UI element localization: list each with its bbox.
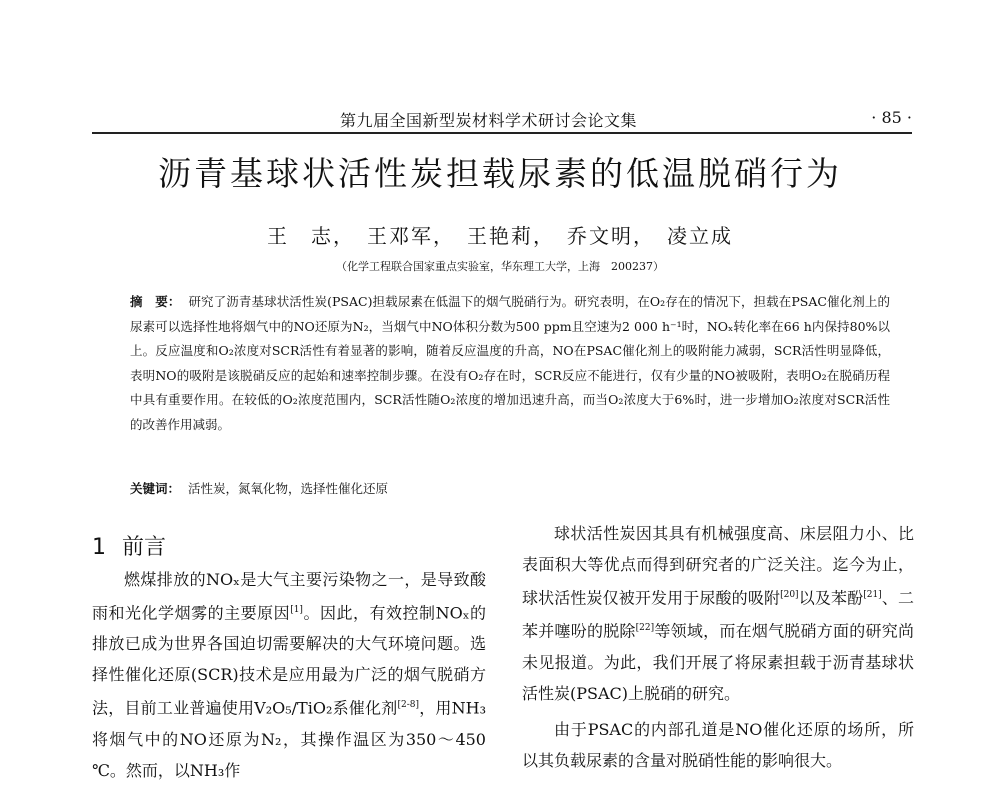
citation: [2-8] [397,700,419,711]
intro-paragraph [92,564,486,786]
body-text: 由于PSAC的内部孔道是NO催化还原的场所，所以其负载尿素的含量对脱硝性能的影响很大。 [522,719,914,770]
section-title: 前言 [122,535,167,560]
author-list: 王 志， 王邓军， 王艳莉， 乔文明， 凌立成 [267,224,733,248]
section-heading [92,530,166,561]
body-paragraph [522,518,914,709]
citation: [22] [635,623,655,634]
page-number: · 85 · [871,108,912,127]
paper-title: 沥青基球状活性炭担载尿素的低温脱硝行为 [158,154,842,193]
body-text: 等领域，而在烟气脱硝方面的研究尚未见报道。为此，我们开展了将尿素担载于沥青基球状活性炭(PSAC)上脱硝的研究。 [522,621,914,703]
citation: [21] [863,590,882,600]
keywords-label: 关键词： [130,481,181,496]
abstract [130,290,890,437]
section-number: 1 [92,535,106,560]
right-column [522,518,914,781]
body-text: 球状活性炭因其具有机械强度高、床层阻力小、比表面积大等优点而得到研究者的广泛关注。迄今为止，球状活性炭仅被开发用于尿酸的吸附 [522,524,914,608]
keywords-text: 活性炭，氮氧化物，选择性催化还原 [188,481,389,496]
affiliation: （化学工程联合国家重点实验室，华东理工大学，上海 200237） [336,260,664,273]
body-text: ，用NH₃将烟气中的NO还原为N₂，其操作温区为350～450 ℃。然而，以NH₃作 [92,698,487,780]
abstract-label: 摘 要： [130,294,181,309]
header-rule [92,132,912,134]
body-text: 燃煤排放的NOₓ是大气主要污染物之一，是导致酸雨和光化学烟雾的主要原因 [92,570,486,623]
left-column [92,564,486,791]
body-text: 。因此，有效控制NOₓ的排放已成为世界各国迫切需要解决的大气环境问题。选择性催化还原(SCR)技术是应用最为广泛的烟气脱硝方法，目前工业普遍使用V₂O₅/TiO₂系催化剂 [92,603,486,718]
citation: [20] [780,590,799,600]
body-text: 、二苯并噻吩的脱除 [522,588,914,641]
citation: [1] [290,605,303,615]
body-paragraph [522,714,914,776]
abstract-text: 研究了沥青基球状活性炭(PSAC)担载尿素在低温下的烟气脱硝行为。研究表明，在O₂存在的情况下，担载在PSAC催化剂上的尿素可以选择性地将烟气中的NO还原为N₂，当烟气中NO体积分数为500 ppm且空速为2 000 h⁻¹时，NOₓ转化率在66 h内保持80%以上。反应温度和O₂浓度对SCR活性有着显著的影响，随着反应温度的升高，NO在PSAC催化剂上的吸附能力减弱，SCR活性明显降低，表明NO的吸附是该脱硝反应的起始和速率控制步骤。在没有O₂存在时，SCR反应不能进行，仅有少量的NO被吸附，表明O₂在脱硝历程中具有重要作用。在较低的O₂浓度范围内，SCR活性随O₂浓度的增加迅速升高，而当O₂浓度大于6%时，进一步增加O₂浓度对SCR活性的改善作用减弱。 [130,294,890,432]
body-text: 以及苯酚 [798,588,864,608]
running-header [92,106,912,134]
keywords [130,479,890,497]
journal-name: 第九届全国新型炭材料学术研讨会论文集 [340,111,638,130]
